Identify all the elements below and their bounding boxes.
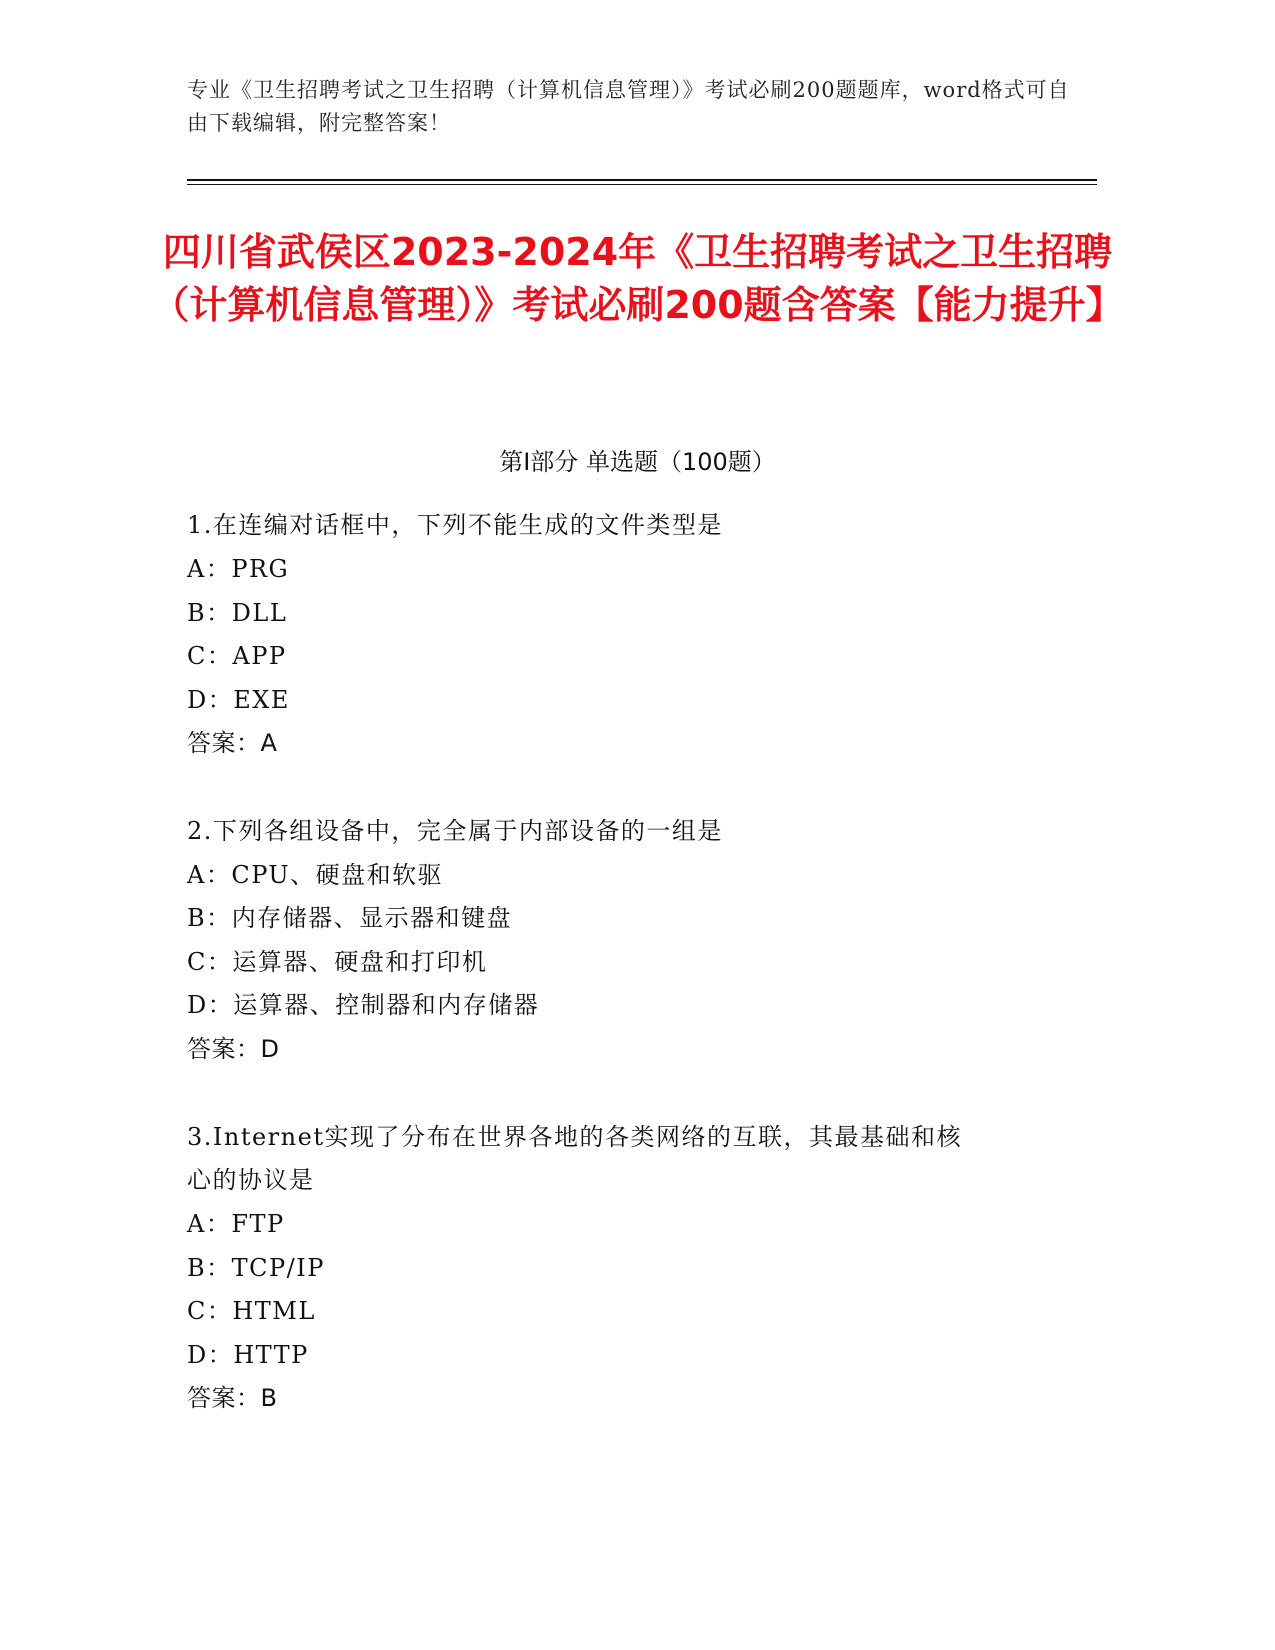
document-title: 四川省武侯区2023-2024年《卫生招聘考试之卫生招聘（计算机信息管理）》考试必刷200题含答案【能力提升】 [151,230,1124,327]
header-divider-thick [187,179,1097,181]
header-note: 专业《卫生招聘考试之卫生招聘（计算机信息管理）》考试必刷200题题库，word格式可自由下载编辑，附完整答案！ [187,78,1070,135]
question-3-option-c: C：HTML [187,1297,316,1325]
header-divider-thin [187,184,1097,185]
section-heading: 第Ⅰ部分 单选题（100题） [499,448,776,476]
question-1-answer: 答案：A [187,729,278,757]
question-3-option-a: A：FTP [187,1210,285,1238]
question-3-option-d: D：HTTP [187,1341,309,1369]
question-1-option-c: C：APP [187,642,287,670]
question-3-stem-line-1: 3.Internet实现了分布在世界各地的各类网络的互联，其最基础和核 [187,1123,962,1151]
question-2-stem: 2.下列各组设备中，完全属于内部设备的一组是 [187,817,723,845]
question-2-option-b: B：内存储器、显示器和键盘 [187,904,513,932]
question-2-option-d: D：运算器、控制器和内存储器 [187,991,540,1019]
question-2-answer: 答案：D [187,1035,280,1063]
question-1-stem: 1.在连编对话框中，下列不能生成的文件类型是 [187,511,723,539]
question-1-option-b: B：DLL [187,599,288,627]
question-1-option-a: A：PRG [187,555,290,583]
question-3-stem-line-2: 心的协议是 [187,1166,315,1194]
question-3-answer: 答案：B [187,1384,278,1412]
question-2-option-a: A：CPU、硬盘和软驱 [187,861,444,889]
question-1-option-d: D：EXE [187,686,290,714]
question-2-option-c: C：运算器、硬盘和打印机 [187,948,488,976]
question-3-option-b: B：TCP/IP [187,1254,325,1282]
